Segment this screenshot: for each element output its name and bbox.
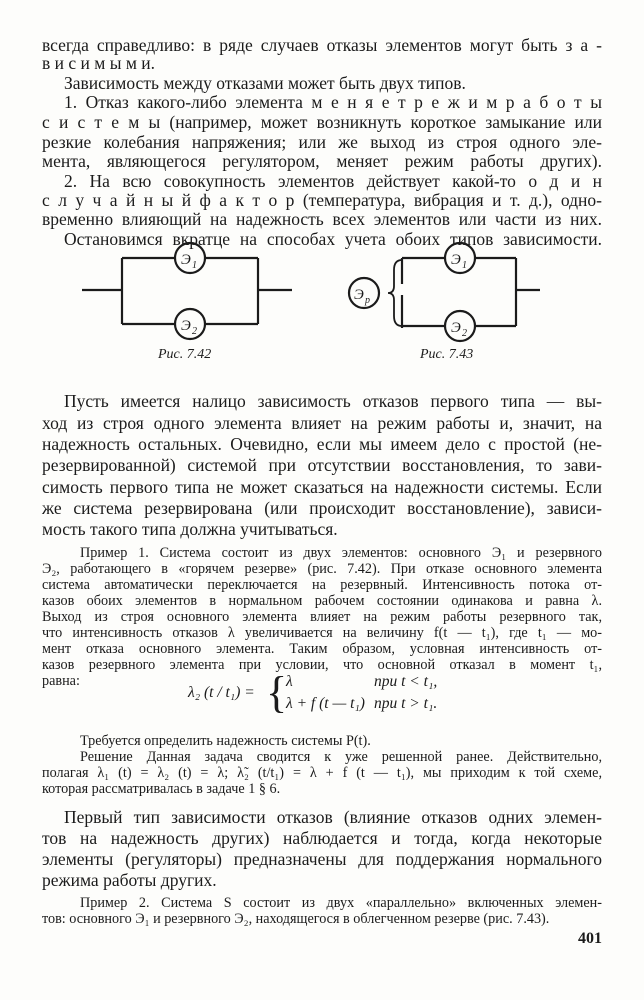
element-e2-subscript: 2	[192, 326, 197, 337]
example-1-line: полагая λ₁ (t) = λ₂ (t) = λ; λ̃₂ (t/t₁) = λ + f (t — t₁), мы приходим к той схеме,	[42, 765, 602, 781]
page-number: 401	[578, 930, 602, 947]
text-line: 1. Отказ какого-либо элемента м е н я е т р е ж и м р а б о т ы	[64, 92, 602, 112]
figure-7-42-diagram	[80, 240, 340, 340]
figure-7-42-caption: Рис. 7.42	[158, 347, 212, 362]
example-1-line: мент отказа основного элемента. Таким образом, условная интенсивность от-	[42, 641, 602, 657]
text-line: же система резервирована (или происходит восстановление), зависи-	[42, 498, 602, 518]
text-line: ход из строя одного элемента влияет на режим работы и, значит, на	[42, 413, 602, 433]
text-line: мость такого типа должна учитываться.	[42, 519, 338, 539]
text-line: Первый тип зависимости отказов (влияние отказов одних элемен-	[64, 807, 602, 827]
text-line: элементы (регуляторы) предназначены для поддержания нормального	[42, 849, 602, 869]
formula-brace: {	[266, 668, 288, 717]
formula-condition-1: при t < t₁,	[374, 673, 438, 690]
element-e2-label: Э	[451, 320, 461, 336]
text-line: симость первого типа не может сказаться на надежности системы. Если	[42, 477, 602, 497]
example-2-line: Пример 2. Система S состоит из двух «параллельно» включенных элемен-	[80, 895, 602, 911]
example-1-line: равна:	[42, 673, 80, 689]
text-line: с и с т е м ы (например, может возникнуть короткое замыкание или	[42, 112, 602, 132]
example-1-line: что интенсивность отказов λ увеличивается на величину f(t — t₁), где t₁ — мо-	[42, 625, 602, 641]
text-line: с л у ч а й н ы й ф а к т о р (температура, вибрация и т. д.), одно-	[42, 190, 602, 210]
element-e1-label: Э	[451, 252, 461, 268]
element-e1-subscript: 1	[462, 260, 467, 271]
example-1-line: Пример 1. Система состоит из двух элементов: основного Э₁ и резервного	[80, 545, 602, 561]
text-line: надежность остальных. Очевидно, если мы имеем дело с простой (не-	[42, 434, 602, 454]
example-1-solution-line: Решение Данная задача сводится к уже решенной ранее. Действительно,	[80, 749, 602, 765]
text-line: Зависимость между отказами может быть двух типов.	[64, 73, 466, 93]
example-1-line: Выход из строя основного элемента влияет на режим работы резервного так,	[42, 609, 602, 625]
text-line: Остановимся вкратце на способах учета обоих типов зависимости.	[64, 229, 602, 249]
example-1-line: которая рассматривалась в задаче 1 § 6.	[42, 781, 281, 797]
text-line: всегда справедливо: в ряде случаев отказы элементов могут быть з а -	[42, 35, 602, 55]
element-ep-label: Э	[354, 287, 364, 303]
element-e2-subscript: 2	[462, 328, 467, 339]
element-e2-label: Э	[181, 318, 191, 334]
text-line: в и с и м ы м и.	[42, 53, 156, 73]
figure-7-43-caption: Рис. 7.43	[420, 347, 474, 362]
element-ep-subscript: р	[365, 295, 370, 306]
text-line: резкие колебания напряжения; или же выход из строя одного эле-	[42, 132, 602, 152]
example-1-line: казов резервного элемента при условии, что основной отказал в момент t₁,	[42, 657, 602, 673]
text-line: Пусть имеется налицо зависимость отказов первого типа — вы-	[64, 391, 602, 411]
figure-7-43-diagram	[340, 240, 540, 340]
text-line: режима работы других.	[42, 870, 217, 890]
text-line: резервированной) системой при отсутствии восстановления, то зави-	[42, 455, 602, 475]
text-line: 2. На всю совокупность элементов действует какой-то о д и н	[64, 171, 602, 191]
formula-case-1: λ	[286, 673, 293, 690]
element-e1-label: Э	[181, 252, 191, 268]
example-1-line: система автоматически переключается на резервный. Интенсивность потока от-	[42, 577, 602, 593]
formula-lhs: λ₂ (t / t₁) =	[188, 684, 255, 701]
example-1-line: Требуется определить надежность системы P(t).	[80, 733, 371, 749]
grouping-brace	[388, 260, 402, 326]
text-line: тов на надежность других) наблюдается и тогда, когда некоторые	[42, 828, 602, 848]
formula-case-2: λ + f (t — t₁)	[286, 695, 365, 712]
element-e1-subscript: 1	[192, 260, 197, 271]
text-line: мента, являющегося регулятором, меняет режим работы других).	[42, 151, 602, 171]
example-1-line: казов обоих элементов в нормальном рабочем состоянии одинакова и равна λ.	[42, 593, 602, 609]
formula-condition-2: при t > t₁.	[374, 695, 438, 712]
example-1-line: Э₂, работающего в «горячем резерве» (рис. 7.42). При отказе основного элемента	[42, 561, 602, 577]
text-line: временно влияющий на надежность всех элементов или части из них.	[42, 209, 602, 229]
example-2-line: тов: основного Э₁ и резервного Э₂, находящегося в облегченном резерве (рис. 7.43).	[42, 911, 550, 927]
